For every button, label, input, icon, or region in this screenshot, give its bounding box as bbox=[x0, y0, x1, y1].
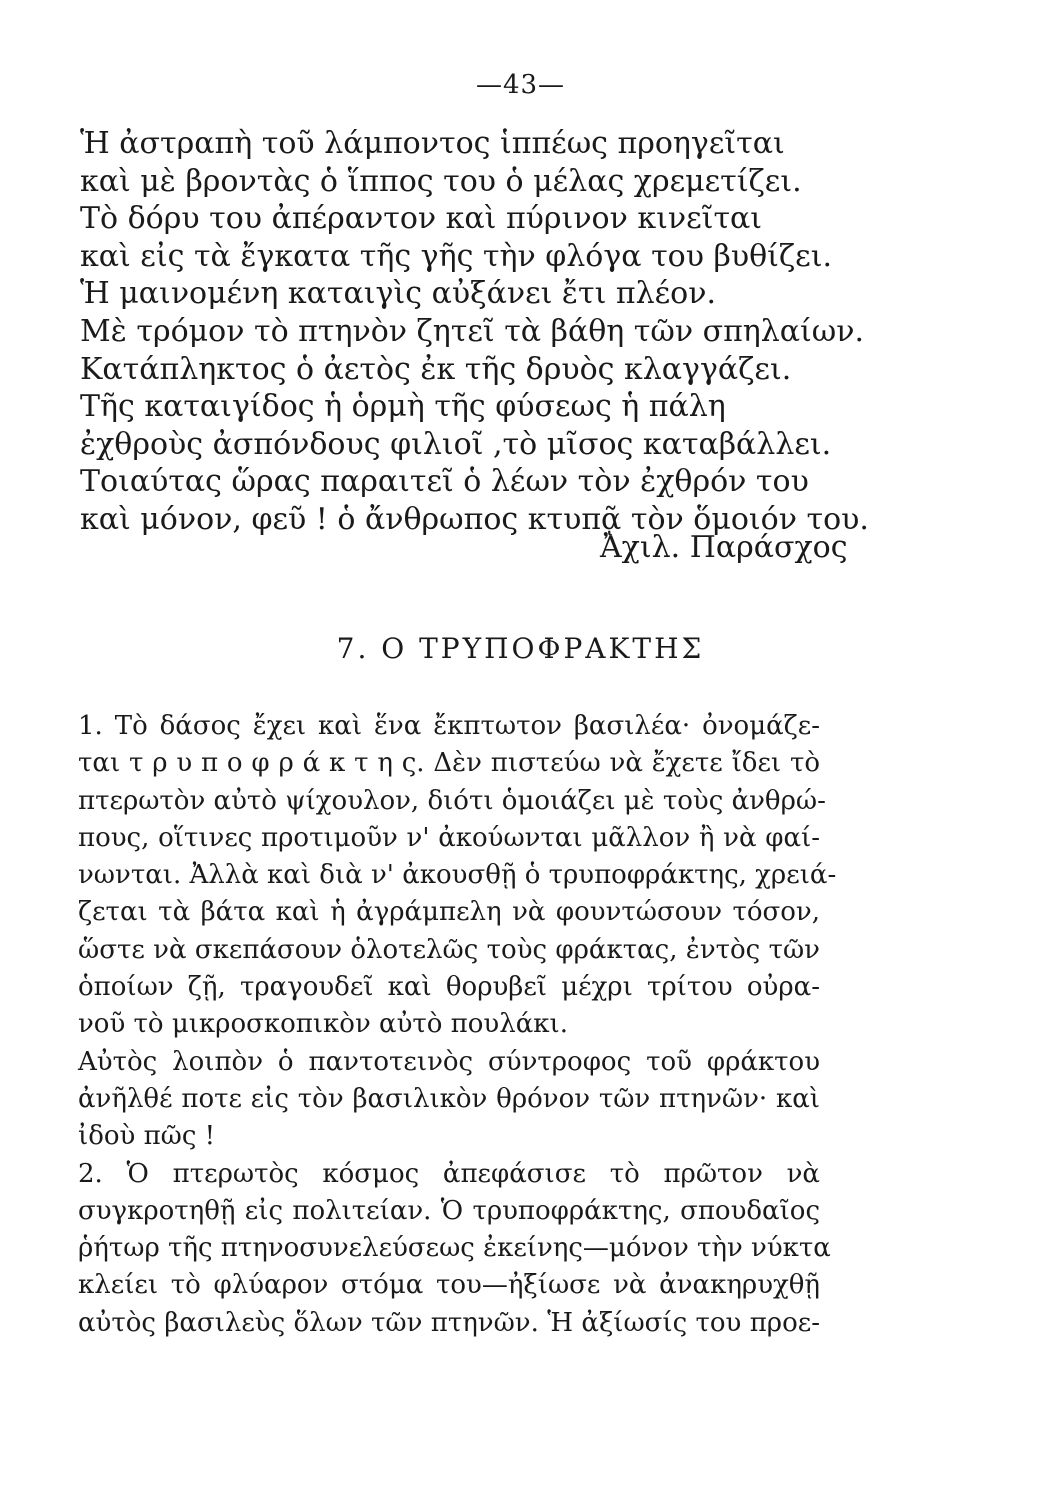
prose-line: πτερωτὸν αὐτὸ ψίχουλον, διότι ὁμοιάζει μὲ τοὺς ἀνθρώ- bbox=[78, 785, 826, 816]
poem bbox=[80, 125, 869, 539]
poem-line: Κατάπληκτος ὁ ἀετὸς ἐκ τῆς δρυὸς κλαγγάζει. bbox=[80, 351, 792, 387]
prose-line: ται τ ρ υ π ο φ ρ ά κ τ η ς. Δὲν πιστεύω νὰ ἔχετε ἴδει τὸ bbox=[78, 748, 820, 779]
poem-line: καὶ εἰς τὰ ἔγκατα τῆς γῆς τὴν φλόγα του βυθίζει. bbox=[80, 238, 833, 274]
poem-line: καὶ μὲ βροντὰς ὁ ἵππος του ὁ μέλας χρεμετίζει. bbox=[80, 163, 802, 199]
poem-line: Ἡ ἀστραπὴ τοῦ λάμποντος ἱππέως προηγεῖται bbox=[80, 126, 785, 161]
prose-line: αὐτὸς βασιλεὺς ὅλων τῶν πτηνῶν. Ἡ ἀξίωσίς του προε- bbox=[78, 1307, 820, 1338]
poem-signature: Ἀχιλ. Παράσχος bbox=[600, 530, 848, 565]
page-number: —43— bbox=[475, 70, 566, 100]
poem-line: Τῆς καταιγίδος ἡ ὁρμὴ τῆς φύσεως ἡ πάλη bbox=[80, 389, 726, 425]
poem-line: Ἡ μαινομένη καταιγὶς αὐξάνει ἔτι πλέον. bbox=[80, 276, 717, 312]
prose-line: Αὐτὸς λοιπὸν ὁ παντοτεινὸς σύντροφος τοῦ φράκτου bbox=[78, 1046, 820, 1077]
prose-line: νοῦ τὸ μικροσκοπικὸν αὐτὸ πουλάκι. bbox=[78, 1009, 568, 1040]
prose-line: ῥήτωρ τῆς πτηνοσυνελεύσεως ἐκείνης—μόνον τὴν νύκτα bbox=[78, 1233, 831, 1264]
prose-line: 1. Τὸ δάσος ἔχει καὶ ἕνα ἔκπτωτον βασιλέα· ὀνομάζε- bbox=[78, 711, 820, 741]
prose-line: ἰδοὺ πῶς ! bbox=[78, 1121, 216, 1152]
prose-body bbox=[78, 708, 837, 1342]
prose-line: νωνται. Ἀλλὰ καὶ διὰ ν' ἀκουσθῇ ὁ τρυποφράκτης, χρειά- bbox=[78, 860, 837, 891]
prose-line: ὥστε νὰ σκεπάσουν ὁλοτελῶς τοὺς φράκτας, ἐντὸς τῶν bbox=[78, 934, 820, 965]
poem-line: καὶ μόνον, φεῦ ! ὁ ἄνθρωπος κτυπᾷ τὸν ὅμοιόν του. bbox=[80, 501, 869, 537]
prose-line: ἀνῆλθέ ποτε εἰς τὸν βασιλικὸν θρόνον τῶν πτηνῶν· καὶ bbox=[78, 1083, 820, 1114]
prose-line: πους, οἵτινες προτιμοῦν ν' ἀκούωνται μᾶλλον ἢ νὰ φαί- bbox=[78, 822, 820, 853]
poem-line: Τὸ δόρυ του ἀπέραντον καὶ πύρινον κινεῖται bbox=[80, 201, 763, 237]
prose-line: κλείει τὸ φλύαρον στόμα του—ἠξίωσε νὰ ἀνακηρυχθῇ bbox=[78, 1270, 820, 1301]
section-heading: 7. Ο ΤΡΥΠΟΦΡΑΚΤΗΣ bbox=[336, 632, 705, 665]
prose-line: συγκροτηθῇ εἰς πολιτείαν. Ὁ τρυποφράκτης, σπουδαῖος bbox=[78, 1195, 820, 1226]
poem-line: Μὲ τρόμον τὸ πτηνὸν ζητεῖ τὰ βάθη τῶν σπηλαίων. bbox=[80, 313, 865, 349]
prose-line: ὁποίων ζῇ, τραγουδεῖ καὶ θορυβεῖ μέχρι τρίτου οὐρα- bbox=[78, 972, 820, 1003]
poem-line: Τοιαύτας ὥρας παραιτεῖ ὁ λέων τὸν ἐχθρόν του bbox=[80, 464, 809, 500]
poem-line: ἐχθροὺς ἀσπόνδους φιλιοῖ ,τὸ μῖσος καταβάλλει. bbox=[80, 426, 832, 462]
prose-line: 2. Ὁ πτερωτὸς κόσμος ἀπεφάσισε τὸ πρῶτον νὰ bbox=[78, 1158, 820, 1189]
prose-line: ζεται τὰ βάτα καὶ ἡ ἀγράμπελη νὰ φουντώσουν τόσον, bbox=[78, 897, 820, 928]
